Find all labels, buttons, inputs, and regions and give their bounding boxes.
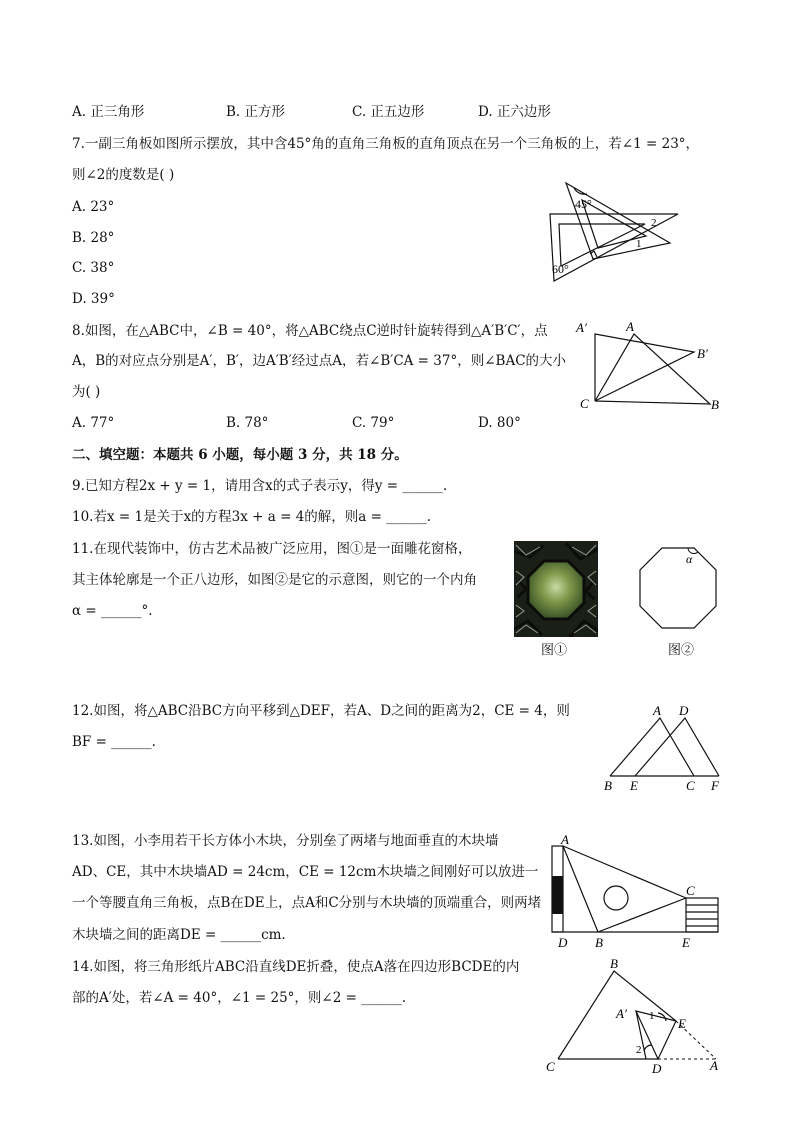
q13-stem-line1: 13.如图，小李用若干长方体小木块，分别垒了两堵与地面垂直的木块墙 — [72, 833, 499, 849]
q7-angle-60-label: 60° — [552, 262, 569, 276]
q7-option-d: D. 39° — [72, 291, 115, 307]
q11-stem-line1: 11.在现代装饰中，仿古艺术品被广泛应用，图①是一面雕花窗格， — [72, 541, 472, 557]
q14-angle-2-label: 2 — [636, 1044, 642, 1056]
q6-option-c: C. 正五边形 — [352, 104, 425, 120]
q8-option-a: A. 77° — [72, 415, 115, 431]
q13-stem-line2: AD、CE，其中木块墙AD = 24cm，CE = 12cm木块墙之间刚好可以放进一 — [72, 864, 539, 880]
q7-option-c: C. 38° — [72, 260, 115, 276]
q14-stem-line2: 部的A′处，若∠A = 40°，∠1 = 25°，则∠2 = ______. — [72, 990, 407, 1006]
q14-stem-line1: 14.如图，将三角形纸片ABC沿直线DE折叠，使点A落在四边形BCDE的内 — [72, 959, 520, 975]
q13-wood-wall-figure — [548, 830, 728, 952]
q9-stem: 9.已知方程2x + y = 1，请用含x的式子表示y，得y = ______. — [72, 478, 448, 494]
q8-option-b: B. 78° — [226, 415, 269, 431]
q8-stem-line1: 8.如图，在△ABC中，∠B = 40°，将△ABC绕点C逆时针旋转得到△A′B′C′，点 — [72, 323, 548, 339]
q7-set-square-figure — [540, 178, 690, 288]
q12-point-E: E — [630, 778, 638, 793]
q13-stem-line3: 一个等腰直角三角板，点B在DE上，点A和C分别与木块墙的顶端重合，则两堵 — [72, 895, 542, 911]
q8-option-c: C. 79° — [352, 415, 395, 431]
q13-point-B: B — [595, 935, 603, 950]
q12-stem-line2: BF = ______. — [72, 734, 156, 750]
q11-octagon-figure — [632, 540, 724, 640]
q11-stem-line2: 其主体轮廓是一个正八边形，如图②是它的示意图，则它的一个内角 — [72, 572, 477, 588]
q14-point-B: B — [610, 956, 618, 971]
q7-angle-45-label: 45° — [575, 197, 592, 211]
q11-fig1-caption: 图① — [541, 643, 568, 658]
q8-point-A-prime: A′ — [576, 320, 587, 335]
q12-translation-figure — [598, 700, 728, 795]
q13-stem-line4: 木块墙之间的距离DE = ______cm. — [72, 927, 286, 943]
q8-rotation-figure — [570, 316, 730, 416]
q7-stem-line2: 则∠2的度数是( ) — [72, 167, 175, 183]
q12-point-C: C — [686, 778, 695, 793]
q7-option-a: A. 23° — [72, 199, 115, 215]
q14-folding-figure — [540, 955, 730, 1080]
q14-point-A: A — [710, 1058, 718, 1073]
q8-option-d: D. 80° — [478, 415, 521, 431]
q8-point-C: C — [580, 396, 589, 411]
q13-point-D: D — [558, 935, 568, 950]
q8-point-B: B — [711, 397, 719, 412]
q14-point-C: C — [546, 1059, 555, 1074]
q12-point-D: D — [679, 703, 689, 718]
q11-alpha-label: α — [686, 552, 693, 566]
q13-point-C: C — [686, 883, 695, 898]
q7-angle-2-label: 2 — [651, 217, 657, 229]
q6-option-d: D. 正六边形 — [478, 104, 551, 120]
q12-point-A: A — [653, 703, 661, 718]
q8-stem-line2: A，B的对应点分别是A′，B′，边A′B′经过点A，若∠B′CA = 37°，则∠BAC的大小 — [72, 353, 567, 369]
q10-stem: 10.若x = 1是关于x的方程3x + a = 4的解，则a = ______. — [72, 509, 432, 525]
q11-fig2-caption: 图② — [668, 643, 695, 658]
q8-stem-line3: 为( ) — [72, 384, 101, 400]
q13-point-E: E — [682, 935, 690, 950]
section-heading: 二、填空题：本题共 6 小题，每小题 3 分，共 18 分。 — [72, 447, 408, 463]
q11-window-photo — [514, 541, 598, 637]
q14-point-E: E — [678, 1016, 686, 1031]
q8-point-A: A — [626, 319, 634, 334]
q6-option-a: A. 正三角形 — [72, 104, 145, 120]
q13-point-A: A — [561, 832, 569, 847]
q8-point-B-prime: B′ — [697, 346, 708, 361]
q12-point-B: B — [604, 778, 612, 793]
q12-point-F: F — [711, 778, 719, 793]
q6-option-b: B. 正方形 — [226, 104, 286, 120]
q7-option-b: B. 28° — [72, 230, 115, 246]
q11-stem-line3: α = ______°. — [72, 603, 153, 619]
q14-angle-1-label: 1 — [649, 1010, 655, 1022]
carved-window-image — [514, 541, 598, 637]
q14-point-D: D — [652, 1061, 662, 1076]
q7-angle-1-label: 1 — [636, 238, 642, 250]
q14-point-A-prime: A′ — [616, 1006, 627, 1021]
q7-stem-line1: 7.一副三角板如图所示摆放，其中含45°角的直角三角板的直角顶点在另一个三角板的上，若∠1 = 23°， — [72, 136, 700, 152]
q12-stem-line1: 12.如图，将△ABC沿BC方向平移到△DEF，若A、D之间的距离为2，CE = 4，则 — [72, 703, 570, 719]
